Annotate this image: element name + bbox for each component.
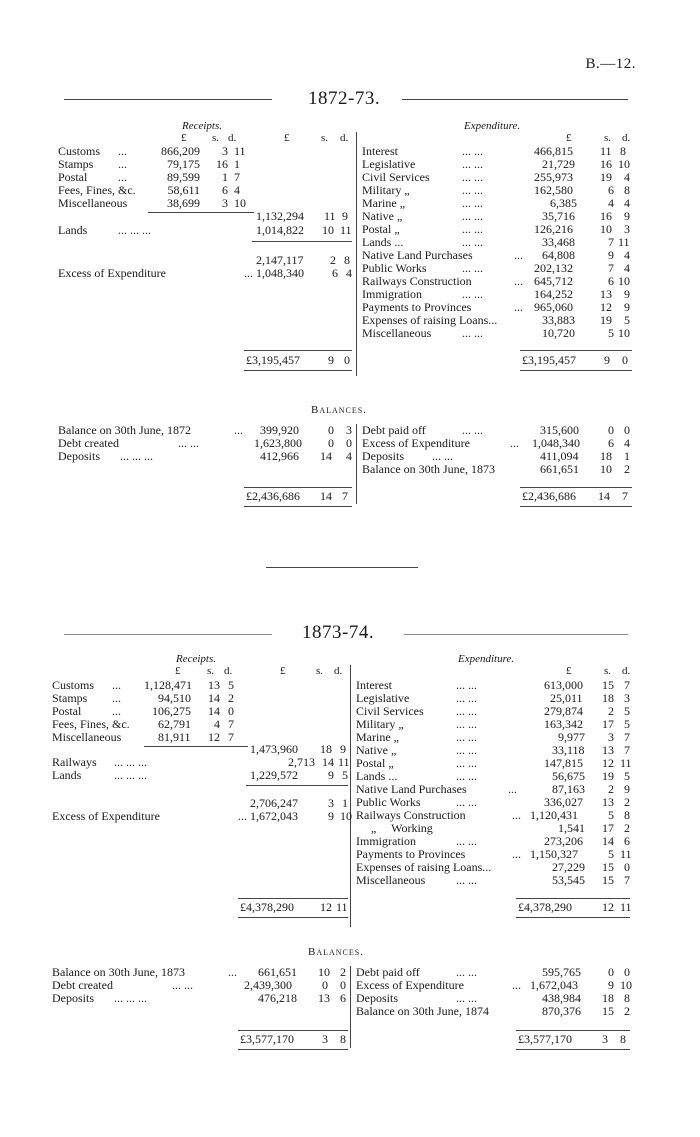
- bal-total-rule-right-2: [520, 506, 632, 507]
- expenditure-row: Civil Services ... ... 279,874 2 5: [356, 704, 630, 718]
- expenditure-row: Civil Services ... ... 255,973 19 4: [362, 170, 630, 184]
- total-rule-right-2: [520, 370, 632, 371]
- total-rule-right: [516, 898, 630, 899]
- balances-left: [58, 424, 354, 463]
- expenditure-row: Expenses of raising Loans... 27,229 15 0: [356, 860, 630, 874]
- col-pound-r: £: [566, 665, 572, 677]
- receipt-row: Postal ... 106,275 14 0: [52, 704, 234, 718]
- bal-total-rule-right: [516, 1030, 630, 1031]
- balance-row: Balance on 30th June, 1873 ... 661,651 10 2: [52, 965, 346, 979]
- column-divider: [356, 132, 357, 376]
- subtotal-rule: [144, 746, 248, 747]
- expenditure-row: Interest ... ... 466,815 11 8: [362, 144, 626, 158]
- expenditure-list: [362, 145, 632, 340]
- expenditure-row: Payments to Provinces ... 965,060 12 9: [362, 300, 630, 314]
- balances-right: [362, 424, 634, 476]
- expenditure-row: Legislative ... ... 21,729 16 10: [362, 157, 630, 171]
- lands-row: Lands ... ... ... 1,229,572 9 5: [52, 768, 348, 782]
- balance-row: Excess of Expenditure ... 1,672,043 9 10: [356, 978, 632, 992]
- col-pound: £: [175, 665, 181, 677]
- title-rule-left: [64, 634, 272, 635]
- col-s: s.: [207, 665, 215, 677]
- col-d: d.: [224, 665, 233, 677]
- expenditure-row: Railways Construction ... 1,120,431 5 8: [356, 808, 630, 822]
- title-rule-right: [402, 99, 628, 100]
- expenditure-row: Payments to Provinces ... 1,150,327 5 11: [356, 847, 632, 861]
- excess-row: Excess of Expenditure ... 1,048,340 6 4: [58, 266, 352, 280]
- balance-row: Balance on 30th June, 1873 661,651 10 2: [362, 462, 630, 476]
- expenditure-row: Postal „ ... ... 147,815 12 11: [356, 756, 632, 770]
- balance-row: Balance on 30th June, 1874 870,376 15 2: [356, 1004, 630, 1018]
- balance-row: Deposits ... ... 438,984 18 8: [356, 991, 630, 1005]
- col-d-2: d.: [334, 665, 343, 677]
- expenditure-row: Native Land Purchases ... 64,808 9 4: [362, 248, 630, 262]
- bal-total-rule-left: [238, 1030, 348, 1031]
- expenditure-row: Lands ... ... ... 56,675 19 5: [356, 769, 630, 783]
- expenditure-row: Miscellaneous ... ... 10,720 5 10: [362, 326, 630, 340]
- receipt-row: Fees, Fines, &c. 58,611 6 4: [58, 183, 240, 197]
- section-title: 1873-74.: [302, 622, 375, 643]
- expenditure-row: Marine „ ... ... 6,385 4 4: [362, 196, 630, 210]
- expenditure-row: Interest ... ... 613,000 15 7: [356, 678, 630, 692]
- balances-heading: Balances.: [308, 946, 364, 958]
- bal-total-rule-left-2: [244, 506, 352, 507]
- balance-row: Balance on 30th June, 1872 ... 399,920 0 3: [58, 423, 352, 437]
- expenditure-row: Public Works ... ... 336,027 13 2: [356, 795, 630, 809]
- receipt-row: Miscellaneous 81,911 12 7: [52, 730, 234, 744]
- expenditure-row: Postal „ ... ... 126,216 10 3: [362, 222, 630, 236]
- receipt-row: Fees, Fines, &c. 62,791 4 7: [52, 717, 234, 731]
- balances-divider: [350, 966, 351, 1048]
- receipt-row: Postal ... 89,599 1 7: [58, 170, 240, 184]
- balance-row: Deposits ... ... ... 412,966 14 4: [58, 449, 352, 463]
- receipts-heading: Receipts.: [182, 120, 223, 132]
- col-d-2: d.: [340, 132, 349, 144]
- total-rule-left-2: [244, 370, 352, 371]
- receipt-row: Customs ... 1,128,471 13 5: [52, 678, 234, 692]
- expenditure-row: Legislative ... ... 25,011 18 3: [356, 691, 630, 705]
- title-rule-right: [404, 634, 628, 635]
- section-title: 1872-73.: [308, 88, 381, 109]
- receipts-heading: Receipts.: [176, 653, 217, 665]
- lands-rule: [246, 785, 348, 786]
- balance-row: Debt created ... ... 2,439,300 0 0: [52, 978, 346, 992]
- balances-heading: Balances.: [311, 404, 367, 416]
- expenditure-row: Native „ ... ... 33,118 13 7: [356, 743, 630, 757]
- excess-row: Excess of Expenditure ... 1,672,043 9 10: [52, 809, 352, 823]
- total-rule-left: [238, 898, 348, 899]
- col-pound-r: £: [566, 132, 572, 144]
- balance-row: Debt paid off ... ... 595,765 0 0: [356, 965, 630, 979]
- total-rule-right-2: [516, 917, 630, 918]
- col-s-r: s.: [604, 665, 612, 677]
- col-s-2: s.: [321, 132, 329, 144]
- receipt-row: Stamps ... 94,510 14 2: [52, 691, 234, 705]
- receipt-row: Stamps ... 79,175 16 1: [58, 157, 240, 171]
- expenditure-row: Military „ ... ... 163,342 17 5: [356, 717, 630, 731]
- balance-row: Deposits ... ... 411,094 18 1: [362, 449, 630, 463]
- bal-total-rule-left: [244, 487, 352, 488]
- section-separator: [266, 567, 418, 568]
- expenditure-row: Immigration ... ... 164,252 13 9: [362, 287, 630, 301]
- balances-divider: [356, 424, 357, 504]
- bal-total-rule-right-2: [516, 1049, 630, 1050]
- col-s: s.: [212, 132, 220, 144]
- col-pound: £: [181, 132, 187, 144]
- balance-row: Excess of Expenditure ... 1,048,340 6 4: [362, 436, 630, 450]
- column-divider: [350, 665, 351, 927]
- expenditure-list: [356, 679, 632, 887]
- subtotal-rule: [148, 212, 254, 213]
- expenditure-heading: Expenditure.: [458, 653, 515, 665]
- expenditure-row: Native „ ... ... 35,716 16 9: [362, 209, 630, 223]
- receipts-list: [52, 679, 252, 744]
- col-d-r: d.: [622, 665, 631, 677]
- balance-row: Debt created ... ... 1,623,800 0 0: [58, 436, 352, 450]
- expenditure-row: Native Land Purchases ... 87,163 2 9: [356, 782, 630, 796]
- total-rule-left: [244, 350, 352, 351]
- lands-row: Lands ... ... ... 1,014,822 10 11: [58, 223, 352, 237]
- total-rule-right: [520, 350, 632, 351]
- expenditure-row: Military „ ... ... 162,580 6 8: [362, 183, 630, 197]
- receipt-row: Miscellaneous 38,699 3 10: [58, 196, 246, 210]
- expenditure-row: Expenses of raising Loans... 33,883 19 5: [362, 313, 630, 327]
- expenditure-row: Immigration ... ... 273,206 14 6: [356, 834, 630, 848]
- lands-rule: [252, 241, 352, 242]
- bal-total-rule-left-2: [238, 1049, 348, 1050]
- expenditure-heading: Expenditure.: [464, 120, 521, 132]
- expenditure-row: Marine „ ... ... 9,977 3 7: [356, 730, 630, 744]
- expenditure-row: „ Working 1,541 17 2: [356, 821, 630, 835]
- title-rule-left: [64, 99, 272, 100]
- balance-row: Debt paid off ... ... 315,600 0 0: [362, 423, 630, 437]
- balances-right: [356, 966, 632, 1018]
- bal-total-rule-right: [520, 487, 632, 488]
- expenditure-row: Railways Construction ... 645,712 6 10: [362, 274, 630, 288]
- page-ref: B.—12.: [585, 56, 636, 72]
- railways-row: Railways ... ... ... 2,713 14 11: [52, 755, 350, 769]
- col-s-2: s.: [316, 665, 324, 677]
- expenditure-row: Lands ... ... ... 33,468 7 11: [362, 235, 630, 249]
- expenditure-row: Miscellaneous ... ... 53,545 15 7: [356, 873, 630, 887]
- balance-row: Deposits ... ... ... 476,218 13 6: [52, 991, 346, 1005]
- col-pound-2: £: [284, 132, 290, 144]
- col-d: d.: [228, 132, 237, 144]
- balances-left: [52, 966, 348, 1005]
- col-d-r: d.: [622, 132, 631, 144]
- expenditure-row: Public Works ... ... 202,132 7 4: [362, 261, 630, 275]
- receipts-list: [58, 145, 248, 210]
- col-s-r: s.: [604, 132, 612, 144]
- total-rule-left-2: [238, 917, 348, 918]
- receipt-row: Customs ... 866,209 3 11: [58, 144, 246, 158]
- col-pound-2: £: [280, 665, 286, 677]
